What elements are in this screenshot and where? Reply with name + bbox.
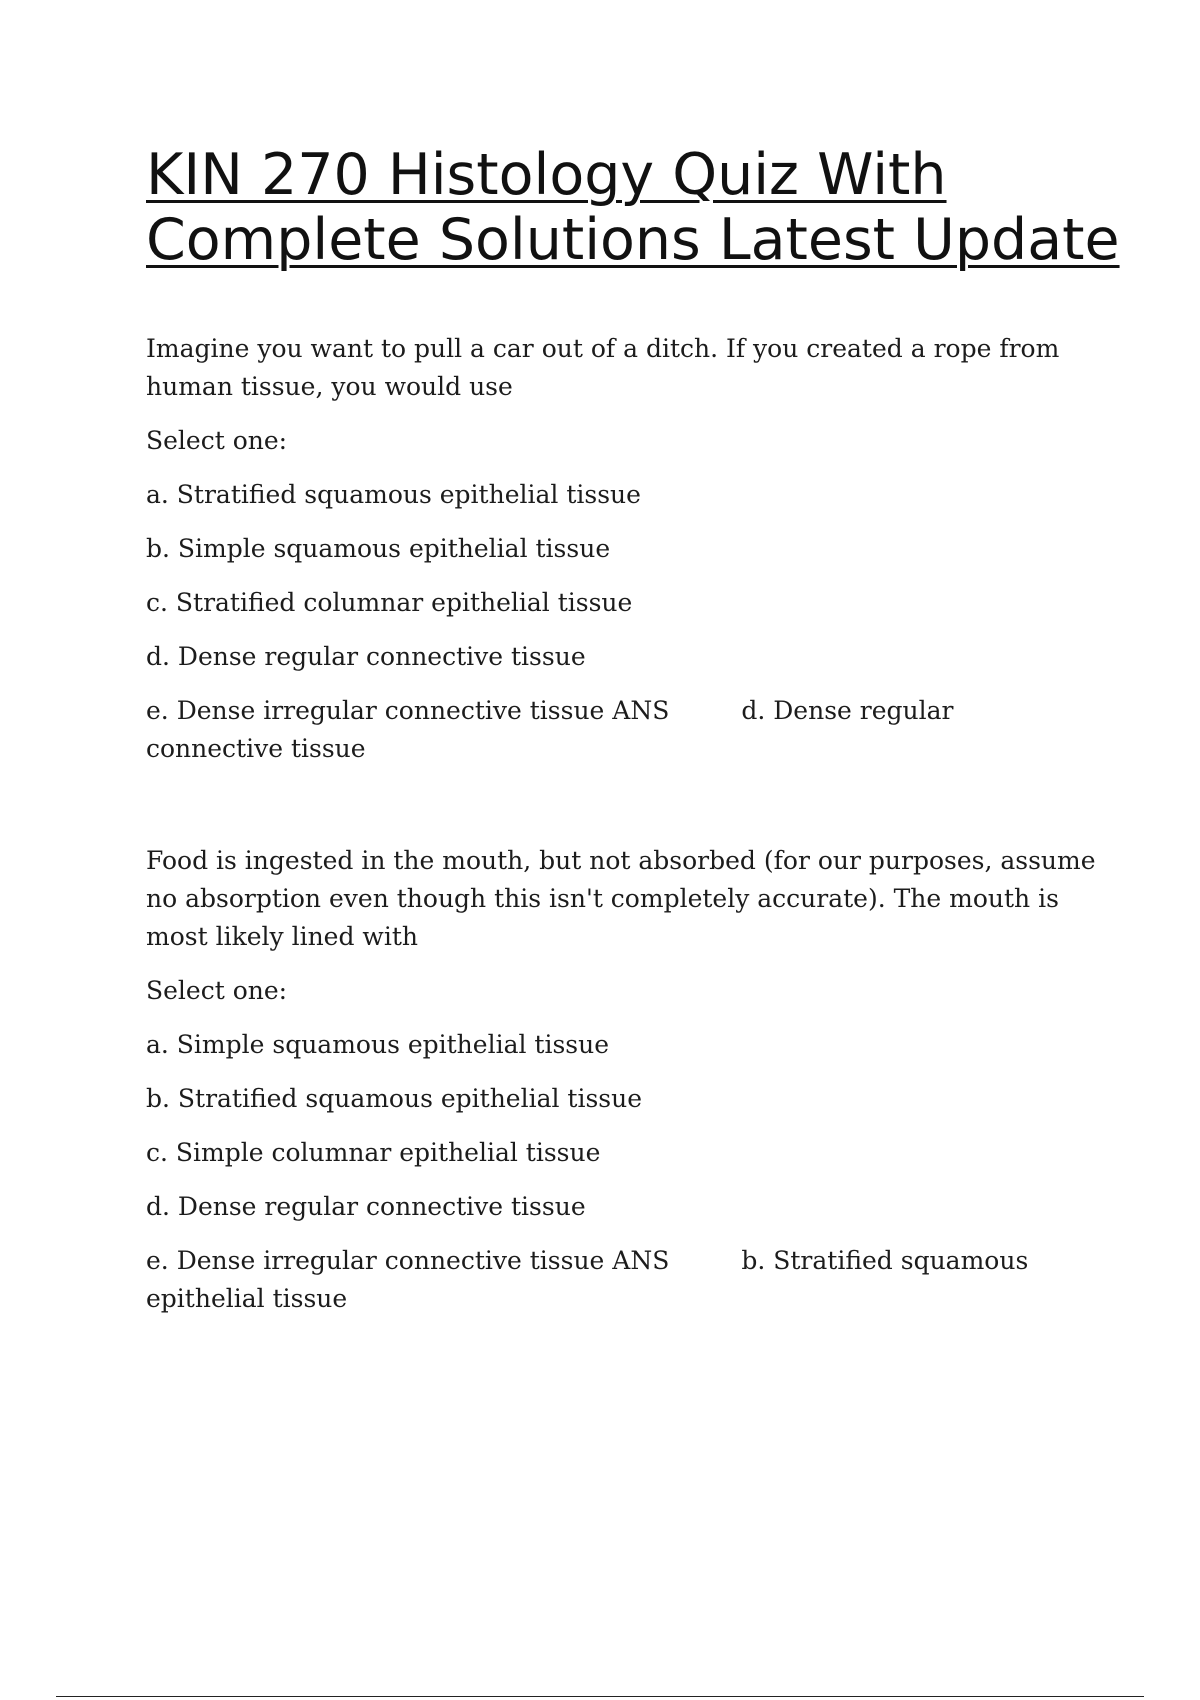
select-prompt: Select one:: [146, 976, 288, 1005]
option-b: b. Stratified squamous epithelial tissue: [146, 1084, 643, 1113]
option-d: d. Dense regular connective tissue: [146, 1192, 586, 1221]
question-1: [146, 330, 1096, 768]
option-b: b. Simple squamous epithelial tissue: [146, 534, 611, 563]
footer-divider: [56, 1696, 1144, 1697]
option-d: d. Dense regular connective tissue: [146, 642, 586, 671]
answer-text: b. Stratified squamous epithelial tissue: [146, 1246, 1029, 1313]
option-a: a. Stratified squamous epithelial tissue: [146, 480, 641, 509]
question-stem: Imagine you want to pull a car out of a ditch. If you created a rope from human tissue, you would use: [146, 334, 1060, 401]
answer-text: d. Dense regular connective tissue: [146, 696, 954, 763]
option-c: c. Simple columnar epithelial tissue: [146, 1138, 601, 1167]
document-title: [146, 143, 1126, 273]
option-e-with-answer: [146, 692, 1096, 768]
question-stem: Food is ingested in the mouth, but not absorbed (for our purposes, assume no absorption even though this isn't completely accurate). The mouth is most likely lined with: [146, 846, 1096, 951]
option-a: a. Simple squamous epithelial tissue: [146, 1030, 610, 1059]
question-2: [146, 842, 1096, 1318]
option-e: e. Dense irregular connective tissue ANS: [146, 1246, 670, 1275]
option-e-with-answer: [146, 1242, 1096, 1318]
select-prompt: Select one:: [146, 426, 288, 455]
title-line-2: Complete Solutions Latest Update: [146, 207, 1120, 273]
option-c: c. Stratified columnar epithelial tissue: [146, 588, 633, 617]
title-line-1: KIN 270 Histology Quiz With: [146, 142, 947, 208]
option-e: e. Dense irregular connective tissue ANS: [146, 696, 670, 725]
